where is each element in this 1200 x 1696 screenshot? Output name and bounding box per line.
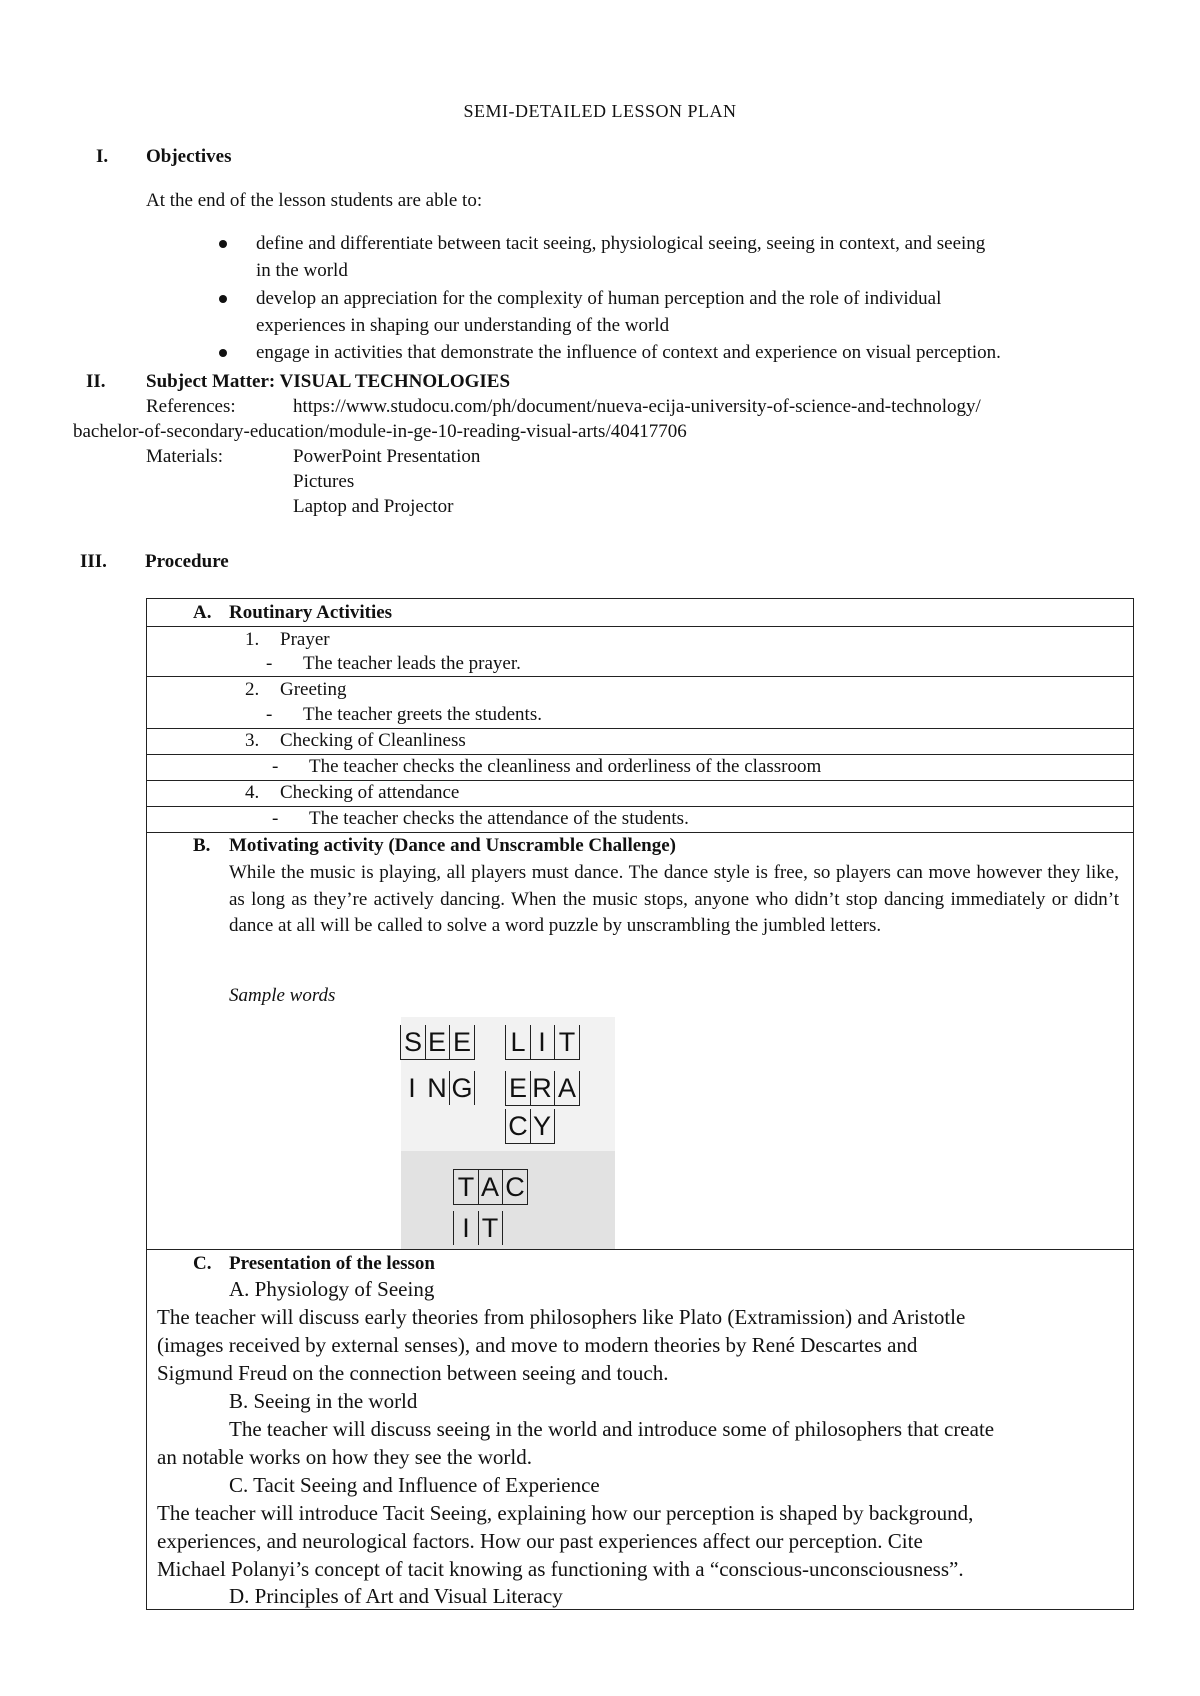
materials-label: Materials:	[146, 446, 224, 467]
presentation-letter: C.	[193, 1253, 212, 1274]
puzzle-tile: E	[425, 1025, 450, 1060]
routinary-item-greeting	[147, 676, 1133, 729]
item-dash: -	[266, 704, 273, 725]
objective-1-line2: in the world	[256, 260, 348, 281]
puzzle-tile: A	[478, 1169, 503, 1205]
section-numeral-subject: II.	[86, 371, 106, 392]
item-label: Checking of Cleanliness	[280, 730, 466, 751]
puzzle-tile: L	[505, 1025, 531, 1060]
puzzle-tile: G	[450, 1071, 475, 1105]
bullet-icon	[219, 349, 227, 357]
routinary-item-prayer	[147, 626, 1133, 677]
item-label: Greeting	[280, 679, 347, 700]
routinary-item-attendance-detail	[147, 806, 1133, 833]
motivating-letter: B.	[193, 835, 211, 856]
presentation-text: The teacher will discuss early theories from philosophers like Plato (Extramission) and Aristotle	[157, 1305, 966, 1329]
item-number: 4.	[245, 782, 260, 803]
puzzle-tile: T	[478, 1211, 503, 1245]
references-link-line1[interactable]: https://www.studocu.com/ph/document/nueva-ecija-university-of-science-and-technology/	[293, 396, 981, 417]
objectives-heading: Objectives	[146, 146, 232, 167]
puzzle-tile: A	[555, 1071, 580, 1106]
motivating-heading: Motivating activity (Dance and Unscramble Challenge)	[229, 835, 676, 856]
routinary-header-row	[147, 599, 1133, 627]
puzzle-tile: I	[453, 1211, 479, 1245]
presentation-topic-d: D. Principles of Art and Visual Literacy	[229, 1584, 563, 1608]
item-label: Checking of attendance	[280, 782, 460, 803]
puzzle-tile: T	[555, 1025, 580, 1060]
routinary-heading: Routinary Activities	[229, 602, 393, 623]
section-numeral-objectives: I.	[96, 146, 109, 167]
references-label: References:	[146, 396, 236, 417]
presentation-text: The teacher will discuss seeing in the world and introduce some of philosophers that create	[229, 1417, 995, 1441]
item-label: Prayer	[280, 629, 330, 650]
puzzle-tile: N	[425, 1071, 450, 1105]
presentation-heading: Presentation of the lesson	[229, 1253, 435, 1274]
puzzle-tile: E	[505, 1071, 531, 1106]
puzzle-tile: R	[530, 1071, 555, 1106]
presentation-text: Sigmund Freud on the connection between seeing and touch.	[157, 1361, 669, 1385]
presentation-text: The teacher will introduce Tacit Seeing, explaining how our perception is shaped by background,	[157, 1501, 974, 1525]
puzzle-tile: C	[505, 1109, 531, 1144]
presentation-text: experiences, and neurological factors. How our past experiences affect our perception. Cite	[157, 1529, 923, 1553]
presentation-topic-b: B. Seeing in the world	[229, 1389, 418, 1413]
puzzle-tile: T	[453, 1169, 479, 1205]
presentation-topic-c: C. Tacit Seeing and Influence of Experience	[229, 1473, 600, 1497]
objective-3-line1: engage in activities that demonstrate the influence of context and experience on visual perception.	[256, 342, 1001, 363]
references-link-line2[interactable]: bachelor-of-secondary-education/module-in-ge-10-reading-visual-arts/40417706	[73, 421, 687, 442]
sample-words-label: Sample words	[229, 985, 336, 1006]
item-detail: The teacher checks the attendance of the students.	[309, 808, 689, 829]
item-dash: -	[266, 653, 273, 674]
motivating-row	[147, 832, 1133, 1250]
routinary-item-cleanliness	[147, 728, 1133, 755]
section-numeral-procedure: III.	[80, 551, 107, 572]
presentation-row	[147, 1249, 1133, 1610]
document-title: SEMI-DETAILED LESSON PLAN	[463, 101, 737, 121]
presentation-topic-a: A. Physiology of Seeing	[229, 1277, 435, 1301]
puzzle-tile: S	[400, 1025, 426, 1060]
subject-heading: Subject Matter: VISUAL TECHNOLOGIES	[146, 371, 511, 392]
item-detail: The teacher checks the cleanliness and orderliness of the classroom	[309, 756, 822, 777]
item-detail: The teacher leads the prayer.	[303, 653, 521, 674]
routinary-letter: A.	[193, 602, 212, 623]
objective-2-line1: develop an appreciation for the complexity of human perception and the role of individual	[256, 288, 942, 309]
material-item: PowerPoint Presentation	[293, 446, 481, 467]
item-number: 1.	[245, 629, 260, 650]
bullet-icon	[219, 240, 227, 248]
procedure-heading: Procedure	[145, 551, 229, 572]
item-detail: The teacher greets the students.	[303, 704, 542, 725]
puzzle-tile: Y	[530, 1109, 555, 1144]
puzzle-tile: E	[450, 1025, 475, 1060]
item-dash: -	[272, 756, 279, 777]
item-number: 3.	[245, 730, 260, 751]
bullet-icon	[219, 295, 227, 303]
presentation-text: Michael Polanyi’s concept of tacit knowing as functioning with a “conscious-unconsciousness”.	[157, 1557, 964, 1581]
objective-2-line2: experiences in shaping our understanding of the world	[256, 315, 670, 336]
procedure-table	[146, 598, 1134, 1610]
routinary-item-cleanliness-detail	[147, 754, 1133, 781]
presentation-text: an notable works on how they see the world.	[157, 1445, 532, 1469]
puzzle-tile: I	[408, 1073, 416, 1103]
presentation-text: (images received by external senses), and move to modern theories by René Descartes and	[157, 1333, 918, 1357]
objective-1-line1: define and differentiate between tacit seeing, physiological seeing, seeing in context, and seeing	[256, 233, 986, 254]
puzzle-tile: I	[530, 1025, 555, 1060]
motivating-body: While the music is playing, all players must dance. The dance style is free, so players can move however they like, as long as they’re actively dancing. When the music stops, anyone who didn’t stop dancing immediately or didn’t dance at all will be called to solve a word puzzle by unscrambling the jumbled letters.	[229, 862, 1119, 936]
material-item: Laptop and Projector	[293, 496, 454, 517]
item-dash: -	[272, 808, 279, 829]
material-item: Pictures	[293, 471, 355, 492]
routinary-item-attendance	[147, 780, 1133, 807]
puzzle-tile: C	[503, 1169, 528, 1205]
objectives-intro: At the end of the lesson students are able to:	[146, 190, 483, 211]
item-number: 2.	[245, 679, 260, 700]
